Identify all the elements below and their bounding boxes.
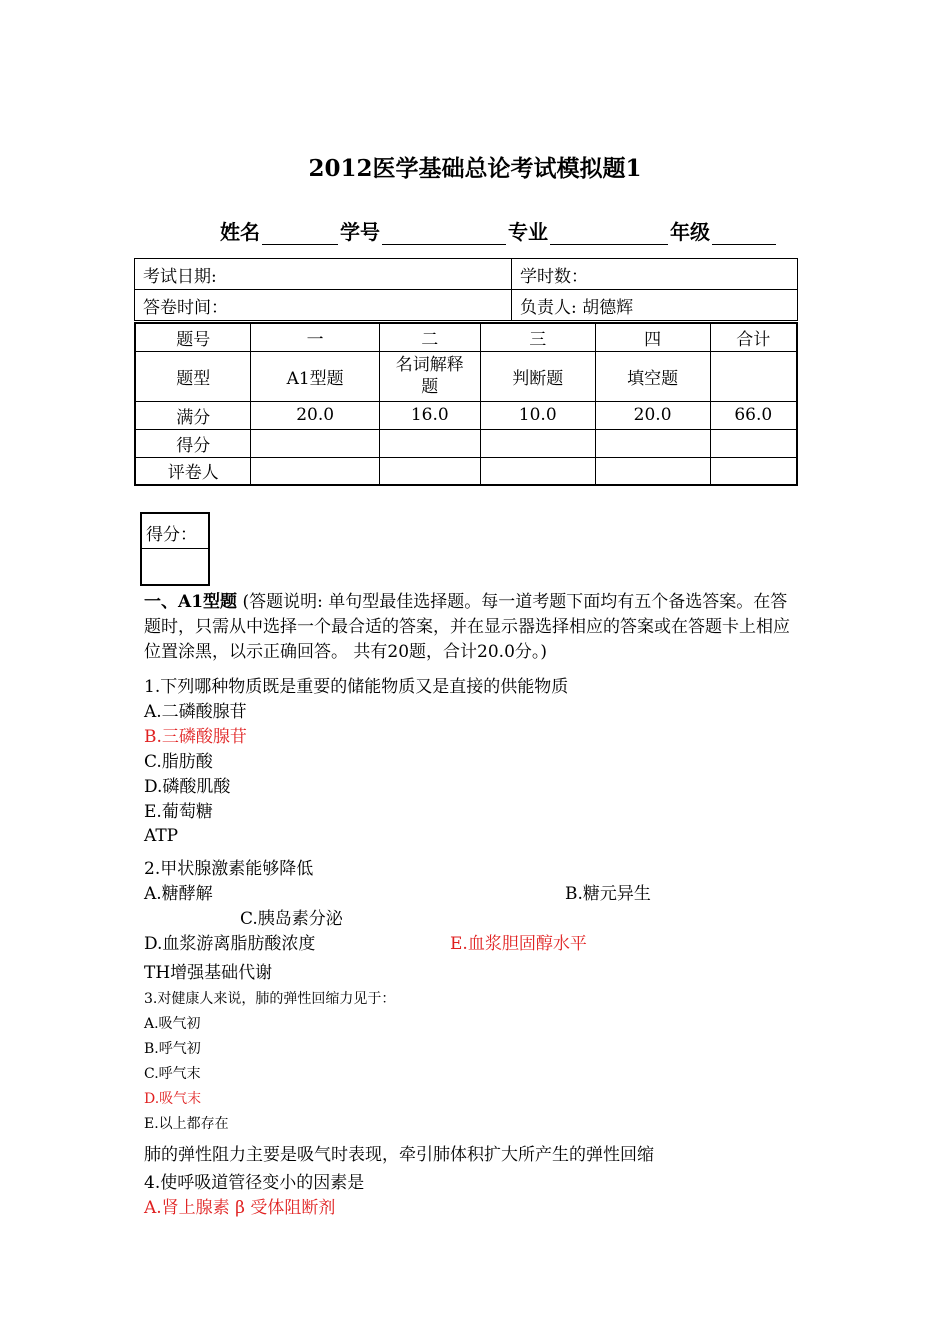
- section-score-box: [140, 512, 210, 586]
- table-row: [135, 457, 797, 485]
- score-box-divider: [142, 548, 208, 549]
- table-cell: 满分: [135, 401, 251, 429]
- type-label: 名词解释题: [395, 355, 464, 397]
- table-cell: [710, 351, 797, 401]
- exam-date-cell: 考试日期:: [135, 259, 512, 290]
- answer-time-cell: 答卷时间：: [135, 290, 512, 321]
- table-cell: 二: [379, 323, 480, 351]
- option-b[interactable]: B.糖元异生: [565, 884, 651, 904]
- grader-input-cell[interactable]: [251, 457, 379, 485]
- option-a[interactable]: A.吸气初: [144, 1016, 201, 1032]
- option-a[interactable]: A.二磷酸腺苷: [144, 702, 247, 722]
- option-a-correct[interactable]: A.肾上腺素 β 受体阻断剂: [144, 1198, 336, 1218]
- score-input-cell[interactable]: [379, 429, 480, 457]
- option-e-correct[interactable]: E.血浆胆固醇水平: [450, 934, 587, 954]
- option-e[interactable]: E.葡萄糖: [144, 802, 213, 822]
- answer-note: 肺的弹性阻力主要是吸气时表现，牵引肺体积扩大所产生的弹性回缩: [144, 1145, 654, 1165]
- id-blank[interactable]: [382, 224, 506, 245]
- table-row: [135, 401, 797, 429]
- id-label: 学号: [340, 220, 380, 244]
- table-cell: A1型题: [251, 351, 379, 401]
- grader-input-cell[interactable]: [480, 457, 595, 485]
- section-heading: 一、A1型题: [144, 592, 238, 612]
- score-input-cell[interactable]: [595, 429, 710, 457]
- score-input-cell[interactable]: [710, 429, 797, 457]
- table-cell: 四: [595, 323, 710, 351]
- option-c[interactable]: C.呼气末: [144, 1066, 201, 1082]
- table-cell: 题型: [135, 351, 251, 401]
- table-cell: 16.0: [379, 401, 480, 429]
- table-row: [135, 323, 797, 351]
- option-d[interactable]: D.磷酸肌酸: [144, 777, 231, 797]
- table-cell: 得分: [135, 429, 251, 457]
- table-cell: 填空题: [595, 351, 710, 401]
- table-cell: 一: [251, 323, 379, 351]
- major-label: 专业: [508, 220, 548, 244]
- table-cell: 合计: [710, 323, 797, 351]
- option-d[interactable]: D.血浆游离脂肪酸浓度: [144, 934, 316, 954]
- table-cell: 20.0: [595, 401, 710, 429]
- table-cell: 10.0: [480, 401, 595, 429]
- instruction-text: (答题说明: 单句型最佳选择题。每一道考题下面均有五个备选答案。在答题时，只需从中选择一个最合适的答案，并在显示器选择相应的答案或在答题卡上相应位置涂黑，以示正确回答。 共有20题，合计20.0分。): [144, 592, 790, 662]
- table-cell: 题号: [135, 323, 251, 351]
- table-row: [135, 351, 797, 401]
- grade-label: 年级: [670, 220, 710, 244]
- table-cell: 66.0: [710, 401, 797, 429]
- section-instructions: [144, 590, 804, 665]
- question-stem: 3.对健康人来说，肺的弹性回缩力见于：: [144, 991, 396, 1007]
- question-stem: 2.甲状腺激素能够降低: [144, 859, 314, 879]
- score-box-label: 得分：: [146, 525, 197, 545]
- option-c[interactable]: C.脂肪酸: [144, 752, 213, 772]
- table-cell: 三: [480, 323, 595, 351]
- option-e[interactable]: E.以上都存在: [144, 1116, 229, 1132]
- question-stem: 4.使呼吸道管径变小的因素是: [144, 1173, 365, 1193]
- name-blank[interactable]: [262, 224, 338, 245]
- student-info-line: [220, 216, 778, 245]
- option-c[interactable]: C.胰岛素分泌: [240, 909, 343, 929]
- exam-info-table: [134, 258, 798, 321]
- owner-cell: 负责人: 胡德辉: [512, 290, 798, 321]
- option-b[interactable]: B.呼气初: [144, 1041, 201, 1057]
- score-summary-table: [134, 322, 798, 486]
- option-b-correct[interactable]: B.三磷酸腺苷: [144, 727, 247, 747]
- name-label: 姓名: [220, 220, 260, 244]
- study-hours-cell: 学时数：: [512, 259, 798, 290]
- grader-input-cell[interactable]: [379, 457, 480, 485]
- option-a[interactable]: A.糖酵解: [144, 884, 213, 904]
- table-cell: 评卷人: [135, 457, 251, 485]
- table-cell: [379, 351, 480, 401]
- answer-note: ATP: [144, 826, 179, 846]
- answer-note: TH增强基础代谢: [144, 963, 273, 983]
- table-cell: 20.0: [251, 401, 379, 429]
- option-d-correct[interactable]: D.吸气末: [144, 1091, 202, 1107]
- table-cell: 判断题: [480, 351, 595, 401]
- table-row: [135, 429, 797, 457]
- score-input-cell[interactable]: [480, 429, 595, 457]
- score-input-cell[interactable]: [251, 429, 379, 457]
- grade-blank[interactable]: [712, 224, 776, 245]
- major-blank[interactable]: [550, 224, 668, 245]
- question-stem: 1.下列哪种物质既是重要的储能物质又是直接的供能物质: [144, 677, 569, 697]
- grader-input-cell[interactable]: [710, 457, 797, 485]
- page-title: 2012医学基础总论考试模拟题1: [308, 155, 642, 182]
- grader-input-cell[interactable]: [595, 457, 710, 485]
